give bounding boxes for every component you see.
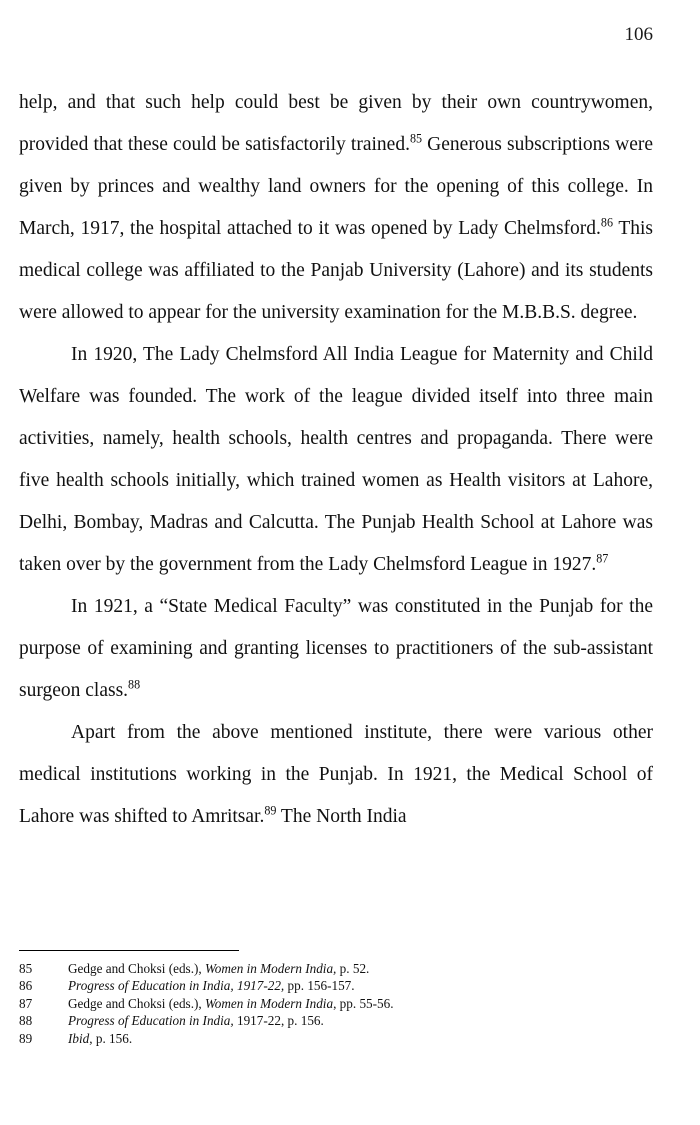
footnote-text-run: Gedge and Choksi (eds.), [68, 995, 205, 1011]
footnote-reference[interactable]: 88 [128, 677, 141, 692]
footnote-text [68, 977, 653, 994]
paragraph-text: help, and that such help could best be given by their own countrywomen, provided that these could be satisfactorily trained. [19, 92, 653, 155]
paragraph [19, 586, 653, 712]
footnote-text-run: p. 52. [336, 961, 370, 976]
footnote-item [19, 1012, 653, 1029]
footnote-text [68, 1012, 653, 1029]
paragraph [19, 82, 653, 334]
footnote-section [19, 950, 653, 1047]
footnote-number: 89 [19, 1030, 33, 1046]
footnote-item [19, 995, 653, 1012]
footnote-title-italic: Progress of Education in India, [68, 1013, 234, 1029]
footnote-list [19, 960, 653, 1047]
footnote-number: 86 [19, 978, 33, 994]
footnote-title-italic: Women in Modern India [204, 995, 334, 1011]
paragraph-text: The North India [276, 806, 407, 827]
footnote-number: 85 [19, 961, 33, 976]
footnote-title-italic: Progress of Education in India, 1917-22, [68, 978, 285, 994]
footnote-number: 88 [19, 1013, 33, 1029]
footnote-text-run: , pp. 55-56. [333, 995, 394, 1011]
footnote-reference[interactable]: 89 [264, 803, 277, 818]
footnote-item [19, 1030, 653, 1047]
footnote-text [68, 1030, 653, 1047]
footnote-text-run: , p. 156. [89, 1030, 133, 1046]
footnote-text-run: 1917-22, p. 156. [233, 1013, 324, 1029]
footnote-item [19, 977, 653, 994]
page-number: 106 [624, 24, 653, 45]
footnote-separator-rule [19, 950, 239, 951]
paragraph-text: This medical college was affiliated to the Panjab University (Lahore) and its students were allowed to appear for the university examination for the M.B.B.S. degree. [19, 218, 653, 323]
footnote-text [68, 960, 653, 977]
footnote-number: 87 [19, 995, 33, 1011]
paragraph [19, 334, 653, 586]
footnote-text-run: Gedge and Choksi (eds.), [68, 961, 205, 976]
paragraph [19, 712, 653, 838]
footnote-title-italic: Women in Modern India, [204, 961, 337, 976]
body-text-column [19, 82, 653, 838]
footnote-reference[interactable]: 86 [600, 215, 613, 230]
footnote-item [19, 960, 653, 977]
footnote-reference[interactable]: 87 [596, 551, 609, 566]
paragraph-text: In 1921, a “State Medical Faculty” was constituted in the Punjab for the purpose of examining and granting licenses to practitioners of the sub-assistant surgeon class. [19, 596, 653, 701]
footnote-reference[interactable]: 85 [409, 131, 423, 146]
footnote-text [68, 995, 653, 1012]
footnote-text-run: pp. 156-157. [284, 978, 355, 994]
paragraph-text: In 1920, The Lady Chelmsford All India League for Maternity and Child Welfare was founded. The work of the league divided itself into three main activities, namely, health schools, health centres and propaganda. There were five health schools initially, which trained women as Health visitors at Lahore, Delhi, Bombay, Madras and Calcutta. The Punjab Health School at Lahore was taken over by the government from the Lady Chelmsford League in 1927. [19, 344, 653, 575]
footnote-title-italic: Ibid [68, 1030, 90, 1046]
paragraph-text: Apart from the above mentioned institute, there were various other medical institutions working in the Punjab. In 1921, the Medical School of Lahore was shifted to Amritsar. [19, 722, 653, 827]
paragraph-text: Generous subscriptions were given by princes and wealthy land owners for the opening of this college. In March, 1917, the hospital attached to it was opened by Lady Chelmsford. [19, 134, 653, 239]
